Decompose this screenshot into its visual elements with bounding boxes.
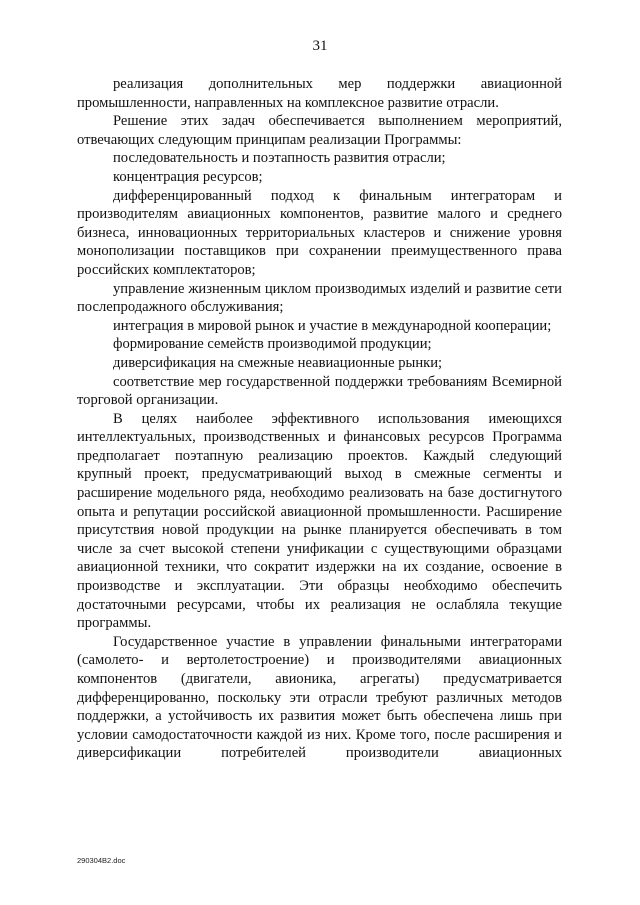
list-item: интеграция в мировой рынок и участие в международной кооперации; [113,317,552,334]
paragraph: В целях наиболее эффективного использования имеющихся интеллектуальных, производственных и финансовых ресурсов Программа предполагает поэтапную реализацию проектов. Каждый следующий крупный проект, предусматривающий выход в смежные сегменты и расширение модельного ряда, необходимо реализовать на базе достигнутого опыта и репутации российской авиационной промышленности. Расширение присутствия новой продукции на рынке планируется обеспечивать в том числе за счет высокой степени унификации с существующими образцами авиационной техники, что сократит издержки на их создание, освоение в производстве и эксплуатации. Эти образцы необходимо обеспечить достаточными ресурсами, чтобы их реализация не ослабляла текущие программы. [77,410,562,632]
paragraph: Государственное участие в управлении финальными интеграторами (самолето- и вертолетостроение) и производителями авиационных компонентов (двигатели, авионика, агрегаты) предусматривается дифференцированно, поскольку эти отрасли требуют различных методов поддержки, а устойчивость их развития может быть обеспечена лишь при условии самодостаточности каждой из них. Кроме того, после расширения и диверсификации потребителей производители авиационных [77,633,562,762]
paragraph: реализация дополнительных мер поддержки авиационной промышленности, направленных на комплексное развитие отрасли. [77,76,562,111]
list-item: последовательность и поэтапность развития отрасли; [113,150,446,167]
list-item: соответствие мер государственной поддержки требованиям Всемирной торговой организации. [77,373,562,409]
page-number: 31 [312,38,328,54]
list-item: диверсификация на смежные неавиационные рынки; [113,354,443,371]
list-item: формирование семейств производимой продукции; [113,336,432,353]
document-filename: 290304B2.doc [77,856,126,865]
list-item: концентрация ресурсов; [113,168,263,185]
list-item: дифференцированный подход к финальным интеграторам и производителям авиационных компонентов, развитие малого и среднего бизнеса, инновационных территориальных кластеров и снижение уровня монополизации поставщиков при сохранении преимущественного права российских комплектаторов; [77,187,562,278]
paragraph: Решение этих задач обеспечивается выполнением мероприятий, отвечающих следующим принципам реализации Программы: [77,113,562,148]
list-item: управление жизненным циклом производимых изделий и развитие сети послепродажного обслуживания; [77,280,562,316]
document-body [77,75,562,763]
